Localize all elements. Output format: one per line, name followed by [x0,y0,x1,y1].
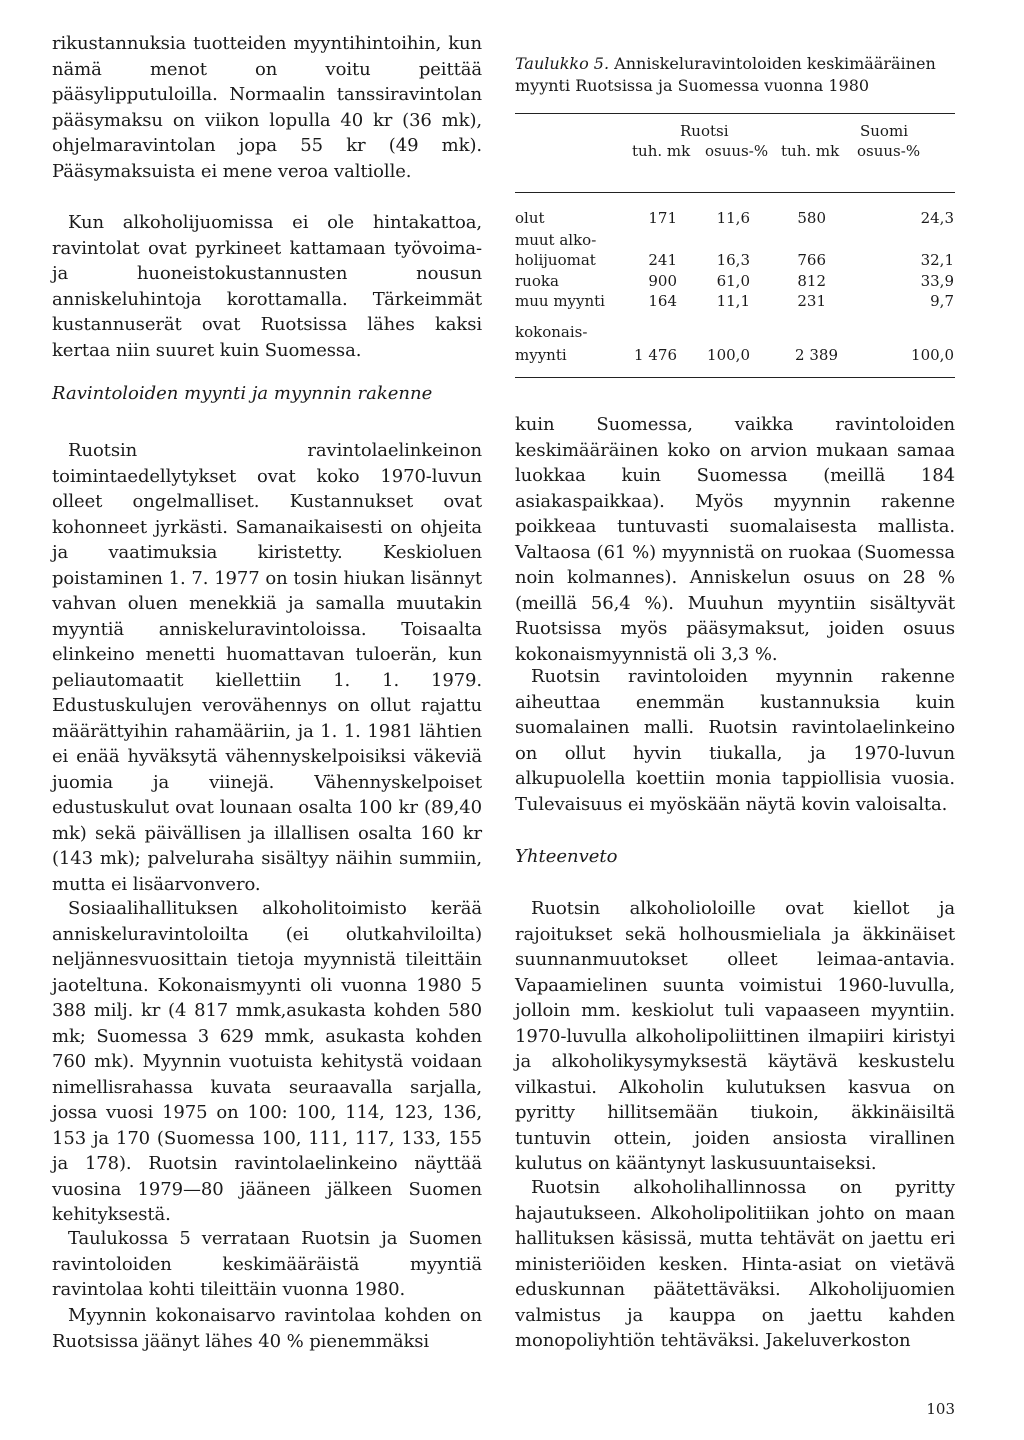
table-col-se-tuh: tuh. mk [632,142,691,160]
table-cell-fi-pct: 32,1 [920,251,954,269]
right-paragraph-4: Ruotsin alkoholihallinnossa on pyritty hajautukseen. Alkoholipolitiikan johto on maan hallituksen käsissä, mutta tehtävät on jaettu eri ministeriöiden kesken. Hinta-asiat on vietävä eduskunnan päätettäväksi. Alkoholijuomien valmistus ja kauppa on jaettu kahden monopoliyhtiön tehtäväksi. Jakeluverkoston [515,1177,955,1351]
table-cell-fi-pct: 9,7 [930,292,954,310]
left-paragraph-5: Taulukossa 5 verrataan Ruotsin ja Suomen ravintoloiden keskimääräistä myyntiä ravintolaa kohti tileittäin vuonna 1980. [52,1228,482,1300]
right-paragraph-2: Ruotsin ravintoloiden myynnin rakenne aiheuttaa enemmän kustannuksia kuin suomalainen malli. Ruotsin ravintolaelinkeino on ollut hyvin tiukalla, ja 1970-luvun alkupuolella koettiin monia tappiollisia vuosia. Tulevaisuus ei myöskään näytä kovin valoisalta. [515,666,955,815]
section-heading-sales: Ravintoloiden myynti ja myynnin rakenne [52,383,433,404]
table-cell-se-tuh: 900 [648,272,677,290]
table-cell-se-pct: 16,3 [716,251,750,269]
table-cell-se-tuh: 164 [648,292,677,310]
table-caption-label: Taulukko 5. [515,54,610,73]
left-paragraph-6: Myynnin kokonaisarvo ravintolaa kohden on Ruotsissa jäänyt lähes 40 % pienemmäksi [52,1305,482,1352]
table-caption [515,53,955,97]
table-cell-se-tuh: 171 [648,209,677,227]
table-cell-se-tuh: 241 [648,251,677,269]
table-cell-fi-tuh: 766 [797,251,826,269]
table-header-rule [515,192,955,193]
section-heading-summary: Yhteenveto [515,846,618,867]
table-row-label: muut alko- [515,231,597,249]
table-cell-fi-pct: 100,0 [911,346,954,364]
table-cell-fi-tuh: 2 389 [795,346,838,364]
table-group-sweden: Ruotsi [680,122,729,140]
table-col-fi-tuh: tuh. mk [781,142,840,160]
table-group-finland: Suomi [860,122,908,140]
table-cell-fi-tuh: 580 [797,209,826,227]
left-paragraph-1: rikustannuksia tuotteiden myyntihintoihin, kun nämä menot on voitu peittää pääsylipputuloilla. Normaalin tanssiravintolan pääsymaksu on viikon lopulla 40 kr (36 mk), ohjelmaravintolan jopa 55 kr (49 mk). Pääsymaksuista ei mene veroa valtiolle. [52,33,482,182]
table-cell-se-pct: 100,0 [707,346,750,364]
table-cell-fi-pct: 24,3 [920,209,954,227]
table-row-label: myynti [515,346,567,364]
table-cell-se-pct: 61,0 [716,272,750,290]
table-cell-se-pct: 11,6 [716,209,750,227]
table-row-label: ruoka [515,272,559,290]
right-paragraph-1: kuin Suomessa, vaikka ravintoloiden keskimääräinen koko on arvion mukaan samaa luokkaa kuin Suomessa (meillä 184 asiakaspaikkaa). Myös myynnin rakenne poikkeaa tuntuvasti suomalaisesta mallista. Valtaosa (61 %) myynnistä on ruokaa (Suomessa noin kolmannes). Anniskelun osuus on 28 % (meillä 56,4 %). Muuhun myyntiin sisältyvät Ruotsissa myös pääsymaksut, joiden osuus kokonaismyynnistä oli 3,3 %. [515,414,955,665]
table-cell-fi-pct: 33,9 [920,272,954,290]
table-row-label: holijuomat [515,251,596,269]
table-cell-fi-tuh: 231 [797,292,826,310]
table-caption-text: Anniskeluravintoloiden keskimääräinen myynti Ruotsissa ja Suomessa vuonna 1980 [515,54,936,95]
left-paragraph-3: Ruotsin ravintolaelinkeinon toimintaedellytykset ovat koko 1970-luvun olleet ongelmalliset. Kustannukset ovat kohonneet jyrkästi. Samanaikaisesti on ohjeita ja vaatimuksia kiristetty. Keskioluen poistaminen 1. 7. 1977 on tosin hiukan lisännyt vahvan oluen menekkiä ja samalla muutakin myyntiä anniskeluravintoloissa. Toisaalta elinkeino menetti huomattavan tuloerän, kun peliautomaatit kiellettiin 1. 1. 1979. Edustuskulujen verovähennys on ollut rajattu määrättyihin rahamääriin, ja 1. 1. 1981 lähtien ei enää hyväksytä vähennyskelpoisiksi väkeviä juomia ja viinejä. Vähennyskelpoiset edustuskulut ovat lounaan osalta 100 kr (89,40 mk) sekä päivällisen ja illallisen osalta 160 kr (143 mk); palveluraha sisältyy näihin summiin, mutta ei lisäarvonvero. [52,440,482,895]
page-number: 103 [926,1400,955,1418]
table-row-label: muu myynti [515,292,605,310]
table-row-label: kokonais- [515,323,588,341]
table-cell-se-pct: 11,1 [716,292,750,310]
left-paragraph-2: Kun alkoholijuomissa ei ole hintakattoa, ravintolat ovat pyrkineet kattamaan työvoima- ja huoneistokustannusten nousun anniskeluhintoja korottamalla. Tärkeimmät kustannuserät ovat Ruotsissa lähes kaksi kertaa niin suuret kuin Suomessa. [52,212,482,361]
table-top-rule [515,113,955,114]
left-paragraph-4: Sosiaalihallituksen alkoholitoimisto kerää anniskeluravintoloilta (ei olutkahviloilta) neljännesvuosittain tietoja myynnistä tileittäin jaoteltuna. Kokonaismyynti oli vuonna 1980 5 388 milj. kr (4 817 mmk,asukasta kohden 580 mk; Suomessa 3 629 mmk, asukasta kohden 760 mk). Myynnin vuotuista kehitystä voidaan nimellisrahassa kuvata seuraavalla sarjalla, jossa vuosi 1975 on 100: 100, 114, 123, 136, 153 ja 170 (Suomessa 100, 111, 117, 133, 155 ja 178). Ruotsin ravintolaelinkeino näyttää vuosina 1979—80 jääneen jälkeen Suomen kehityksestä. [52,898,482,1225]
table-cell-fi-tuh: 812 [797,272,826,290]
table-col-se-share: osuus-% [705,142,769,160]
right-paragraph-3: Ruotsin alkoholioloille ovat kiellot ja rajoitukset sekä holhousmieliala ja äkkinäiset suunnanmuutokset olleet leimaa-antavia. Vapaamielinen suunta voimistui 1960-luvulla, jolloin mm. keskiolut tuli vapaaseen myyntiin. 1970-luvulla alkoholipoliittinen ilmapiiri kiristyi ja alkoholikysymyksestä käytävä keskustelu vilkastui. Alkoholin kulutuksen kasvua on pyritty hillitsemään tiukoin, äkkinäisiltä tuntuvin ottein, joiden ansiosta virallinen kulutus on kääntynyt laskusuuntaiseksi. [515,898,955,1174]
table-cell-se-tuh: 1 476 [634,346,677,364]
table-row-label: olut [515,209,545,227]
table-col-fi-share: osuus-% [857,142,921,160]
table-bottom-rule [515,377,955,378]
